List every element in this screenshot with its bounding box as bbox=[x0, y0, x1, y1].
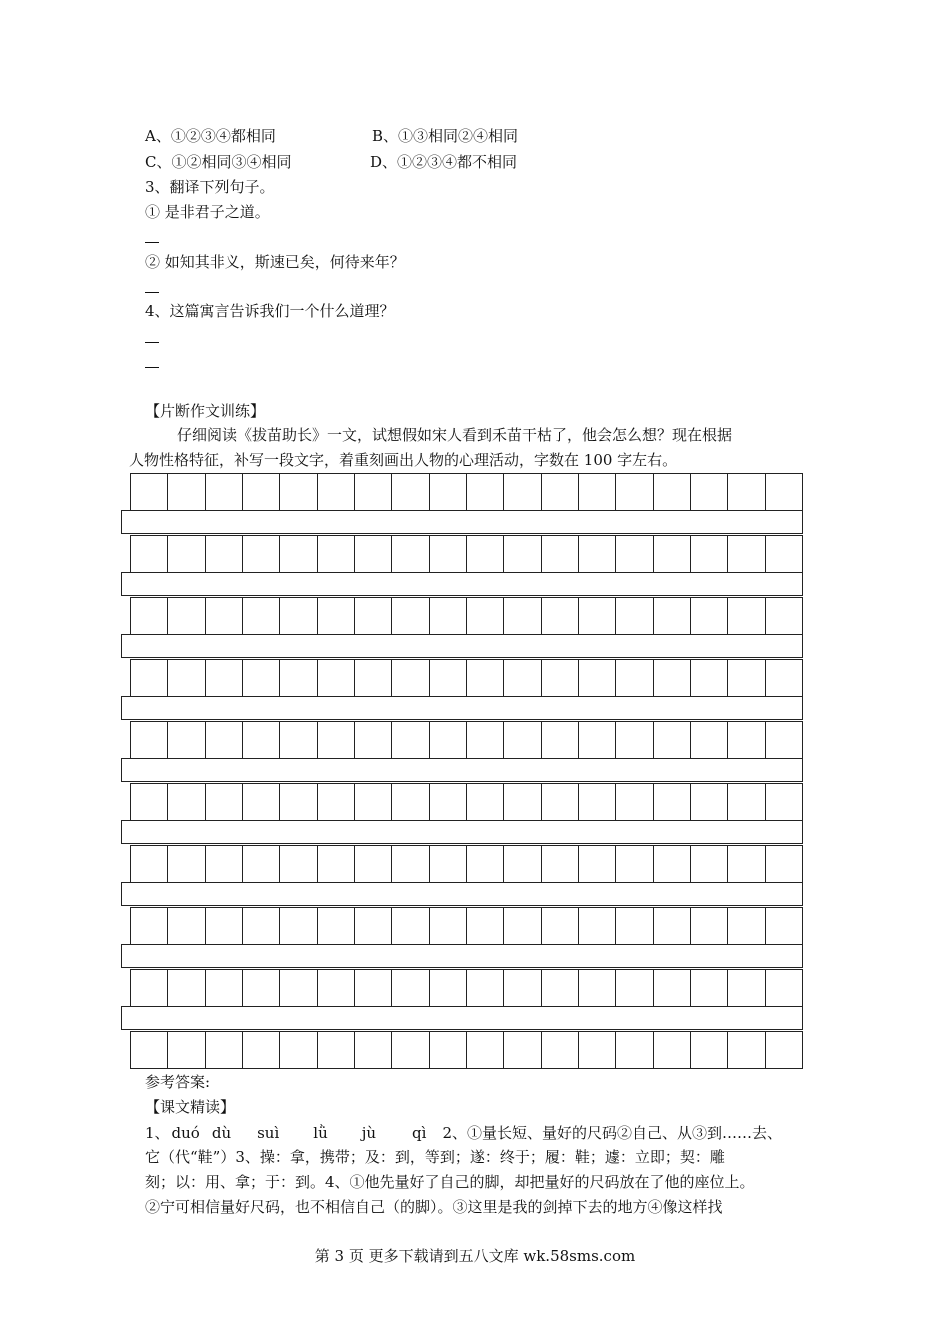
grid-cell[interactable] bbox=[392, 784, 429, 820]
grid-cell[interactable] bbox=[542, 784, 579, 820]
grid-cell[interactable] bbox=[131, 970, 168, 1006]
grid-cell[interactable] bbox=[504, 598, 541, 634]
grid-cell[interactable] bbox=[168, 598, 205, 634]
grid-cell[interactable] bbox=[206, 846, 243, 882]
grid-separator bbox=[121, 758, 803, 782]
grid-cell[interactable] bbox=[168, 846, 205, 882]
grid-cell[interactable] bbox=[467, 660, 504, 696]
grid-cell[interactable] bbox=[131, 660, 168, 696]
grid-cell[interactable] bbox=[392, 1032, 429, 1068]
grid-separator bbox=[121, 510, 803, 534]
grid-cell[interactable] bbox=[691, 970, 728, 1006]
option-c: C、①②相同③④相同 bbox=[145, 153, 292, 171]
grid-cell[interactable] bbox=[467, 722, 504, 758]
answer-blank-2 bbox=[145, 292, 159, 293]
grid-separator bbox=[121, 572, 803, 596]
grid-cell[interactable] bbox=[766, 784, 803, 820]
grid-cell[interactable] bbox=[654, 660, 691, 696]
grid-cell[interactable] bbox=[206, 1032, 243, 1068]
grid-cell[interactable] bbox=[766, 474, 803, 510]
grid-cell[interactable] bbox=[206, 598, 243, 634]
grid-cell[interactable] bbox=[392, 598, 429, 634]
pinyin-3: suì bbox=[257, 1124, 280, 1142]
grid-cell[interactable] bbox=[168, 970, 205, 1006]
grid-row bbox=[130, 473, 803, 511]
grid-row bbox=[130, 659, 803, 697]
grid-cell[interactable] bbox=[467, 474, 504, 510]
grid-cell[interactable] bbox=[131, 722, 168, 758]
grid-row bbox=[130, 721, 803, 759]
grid-cell[interactable] bbox=[579, 536, 616, 572]
grid-cell[interactable] bbox=[355, 722, 392, 758]
answer-line-3: 刻；以：用、拿；于：到。4、①他先量好了自己的脚，却把量好的尺码放在了他的座位上。 bbox=[145, 1173, 755, 1191]
grid-cell[interactable] bbox=[467, 598, 504, 634]
grid-cell[interactable] bbox=[467, 970, 504, 1006]
answers-section-heading: 【课文精读】 bbox=[145, 1098, 236, 1116]
grid-cell[interactable] bbox=[131, 846, 168, 882]
grid-cell[interactable] bbox=[728, 722, 765, 758]
answer-blank-4 bbox=[145, 367, 159, 368]
grid-cell[interactable] bbox=[504, 908, 541, 944]
grid-cell[interactable] bbox=[728, 1032, 765, 1068]
grid-cell[interactable] bbox=[430, 536, 467, 572]
answer-blank-3 bbox=[145, 342, 159, 343]
grid-cell[interactable] bbox=[766, 846, 803, 882]
grid-cell[interactable] bbox=[355, 660, 392, 696]
grid-cell[interactable] bbox=[318, 1032, 355, 1068]
grid-cell[interactable] bbox=[728, 474, 765, 510]
grid-row bbox=[130, 1031, 803, 1069]
writing-instruction-line-1: 仔细阅读《拔苗助长》一文，试想假如宋人看到禾苗干枯了，他会怎么想？现在根据 bbox=[177, 426, 733, 444]
grid-cell[interactable] bbox=[654, 846, 691, 882]
grid-cell[interactable] bbox=[616, 784, 653, 820]
grid-cell[interactable] bbox=[430, 908, 467, 944]
grid-cell[interactable] bbox=[766, 908, 803, 944]
grid-separator bbox=[121, 696, 803, 720]
grid-cell[interactable] bbox=[206, 536, 243, 572]
grid-cell[interactable] bbox=[243, 536, 280, 572]
grid-cell[interactable] bbox=[616, 970, 653, 1006]
page-footer: 第 3 页 更多下载请到五八文库 wk.58sms.com bbox=[314, 1247, 636, 1265]
grid-row bbox=[130, 845, 803, 883]
grid-cell[interactable] bbox=[504, 1032, 541, 1068]
grid-cell[interactable] bbox=[168, 536, 205, 572]
grid-cell[interactable] bbox=[392, 536, 429, 572]
grid-cell[interactable] bbox=[430, 970, 467, 1006]
grid-cell[interactable] bbox=[542, 660, 579, 696]
answer-line-1-rest: 2、①量长短、量好的尺码②自己、从③到……去、 bbox=[442, 1124, 782, 1142]
grid-cell[interactable] bbox=[728, 846, 765, 882]
grid-row bbox=[130, 597, 803, 635]
grid-cell[interactable] bbox=[206, 660, 243, 696]
grid-cell[interactable] bbox=[168, 660, 205, 696]
grid-cell[interactable] bbox=[318, 846, 355, 882]
grid-cell[interactable] bbox=[467, 1032, 504, 1068]
grid-cell[interactable] bbox=[691, 722, 728, 758]
grid-cell[interactable] bbox=[579, 1032, 616, 1068]
grid-cell[interactable] bbox=[579, 722, 616, 758]
grid-cell[interactable] bbox=[430, 784, 467, 820]
option-a: A、①②③④都相同 bbox=[145, 127, 276, 145]
writing-heading: 【片断作文训练】 bbox=[145, 402, 266, 420]
grid-cell[interactable] bbox=[728, 784, 765, 820]
grid-separator bbox=[121, 944, 803, 968]
grid-cell[interactable] bbox=[542, 722, 579, 758]
grid-cell[interactable] bbox=[243, 784, 280, 820]
grid-cell[interactable] bbox=[728, 598, 765, 634]
grid-cell[interactable] bbox=[542, 474, 579, 510]
pinyin-5: jù bbox=[361, 1124, 377, 1142]
grid-row bbox=[130, 969, 803, 1007]
grid-cell[interactable] bbox=[280, 660, 317, 696]
grid-cell[interactable] bbox=[467, 908, 504, 944]
grid-cell[interactable] bbox=[318, 722, 355, 758]
grid-cell[interactable] bbox=[131, 598, 168, 634]
grid-separator bbox=[121, 882, 803, 906]
grid-cell[interactable] bbox=[243, 970, 280, 1006]
answer-line-1 bbox=[145, 1122, 782, 1144]
grid-cell[interactable] bbox=[691, 660, 728, 696]
grid-cell[interactable] bbox=[206, 722, 243, 758]
grid-cell[interactable] bbox=[131, 1032, 168, 1068]
grid-cell[interactable] bbox=[766, 722, 803, 758]
grid-cell[interactable] bbox=[728, 660, 765, 696]
grid-cell[interactable] bbox=[504, 660, 541, 696]
grid-cell[interactable] bbox=[579, 784, 616, 820]
option-b: B、①③相同②④相同 bbox=[372, 127, 519, 145]
grid-cell[interactable] bbox=[766, 536, 803, 572]
pinyin-1: duó bbox=[171, 1124, 200, 1142]
grid-cell[interactable] bbox=[616, 722, 653, 758]
grid-cell[interactable] bbox=[728, 536, 765, 572]
grid-separator bbox=[121, 820, 803, 844]
grid-cell[interactable] bbox=[355, 536, 392, 572]
grid-cell[interactable] bbox=[280, 536, 317, 572]
grid-cell[interactable] bbox=[579, 846, 616, 882]
grid-cell[interactable] bbox=[243, 908, 280, 944]
grid-cell[interactable] bbox=[168, 474, 205, 510]
grid-cell[interactable] bbox=[504, 722, 541, 758]
grid-cell[interactable] bbox=[243, 1032, 280, 1068]
grid-cell[interactable] bbox=[691, 598, 728, 634]
grid-cell[interactable] bbox=[691, 536, 728, 572]
grid-cell[interactable] bbox=[616, 474, 653, 510]
grid-cell[interactable] bbox=[691, 846, 728, 882]
grid-cell[interactable] bbox=[728, 970, 765, 1006]
grid-cell[interactable] bbox=[579, 908, 616, 944]
grid-cell[interactable] bbox=[392, 846, 429, 882]
grid-cell[interactable] bbox=[430, 598, 467, 634]
grid-cell[interactable] bbox=[542, 598, 579, 634]
grid-cell[interactable] bbox=[579, 474, 616, 510]
pinyin-6: qì bbox=[412, 1124, 427, 1142]
grid-cell[interactable] bbox=[654, 598, 691, 634]
grid-cell[interactable] bbox=[654, 722, 691, 758]
grid-cell[interactable] bbox=[392, 474, 429, 510]
grid-separator bbox=[121, 1006, 803, 1030]
grid-cell[interactable] bbox=[318, 598, 355, 634]
grid-cell[interactable] bbox=[766, 1032, 803, 1068]
grid-cell[interactable] bbox=[392, 660, 429, 696]
grid-cell[interactable] bbox=[691, 474, 728, 510]
grid-cell[interactable] bbox=[280, 474, 317, 510]
grid-cell[interactable] bbox=[504, 474, 541, 510]
grid-separator bbox=[121, 634, 803, 658]
grid-row bbox=[130, 907, 803, 945]
grid-cell[interactable] bbox=[168, 722, 205, 758]
grid-cell[interactable] bbox=[430, 846, 467, 882]
grid-cell[interactable] bbox=[168, 784, 205, 820]
grid-cell[interactable] bbox=[131, 908, 168, 944]
grid-cell[interactable] bbox=[504, 846, 541, 882]
grid-cell[interactable] bbox=[392, 908, 429, 944]
grid-cell[interactable] bbox=[243, 598, 280, 634]
grid-cell[interactable] bbox=[430, 1032, 467, 1068]
grid-cell[interactable] bbox=[392, 722, 429, 758]
grid-cell[interactable] bbox=[131, 784, 168, 820]
grid-cell[interactable] bbox=[318, 474, 355, 510]
answer-number-1: 1、 bbox=[145, 1124, 170, 1142]
grid-cell[interactable] bbox=[542, 908, 579, 944]
grid-cell[interactable] bbox=[542, 1032, 579, 1068]
grid-cell[interactable] bbox=[206, 784, 243, 820]
grid-row bbox=[130, 783, 803, 821]
grid-cell[interactable] bbox=[318, 908, 355, 944]
grid-cell[interactable] bbox=[579, 970, 616, 1006]
grid-cell[interactable] bbox=[766, 598, 803, 634]
grid-cell[interactable] bbox=[504, 784, 541, 820]
grid-cell[interactable] bbox=[616, 1032, 653, 1068]
answer-blank-1 bbox=[145, 242, 159, 243]
grid-cell[interactable] bbox=[280, 784, 317, 820]
grid-cell[interactable] bbox=[131, 536, 168, 572]
grid-cell[interactable] bbox=[168, 908, 205, 944]
answers-heading: 参考答案: bbox=[145, 1073, 211, 1091]
writing-instruction-line-2: 人物性格特征，补写一段文字，着重刻画出人物的心理活动，字数在 100 字左右。 bbox=[129, 451, 678, 469]
grid-cell[interactable] bbox=[616, 660, 653, 696]
grid-cell[interactable] bbox=[243, 660, 280, 696]
grid-cell[interactable] bbox=[280, 722, 317, 758]
grid-cell[interactable] bbox=[318, 784, 355, 820]
grid-cell[interactable] bbox=[728, 908, 765, 944]
grid-cell[interactable] bbox=[766, 970, 803, 1006]
grid-cell[interactable] bbox=[654, 536, 691, 572]
grid-cell[interactable] bbox=[579, 598, 616, 634]
grid-cell[interactable] bbox=[243, 474, 280, 510]
grid-cell[interactable] bbox=[168, 1032, 205, 1068]
grid-cell[interactable] bbox=[616, 536, 653, 572]
grid-cell[interactable] bbox=[355, 908, 392, 944]
grid-cell[interactable] bbox=[691, 908, 728, 944]
grid-cell[interactable] bbox=[392, 970, 429, 1006]
grid-cell[interactable] bbox=[430, 722, 467, 758]
grid-cell[interactable] bbox=[355, 846, 392, 882]
grid-cell[interactable] bbox=[206, 474, 243, 510]
grid-cell[interactable] bbox=[654, 908, 691, 944]
grid-cell[interactable] bbox=[355, 784, 392, 820]
grid-cell[interactable] bbox=[654, 970, 691, 1006]
grid-cell[interactable] bbox=[355, 970, 392, 1006]
pinyin-4: lǜ bbox=[313, 1124, 328, 1142]
grid-cell[interactable] bbox=[616, 846, 653, 882]
grid-cell[interactable] bbox=[579, 660, 616, 696]
grid-cell[interactable] bbox=[691, 1032, 728, 1068]
grid-cell[interactable] bbox=[654, 474, 691, 510]
grid-cell[interactable] bbox=[355, 1032, 392, 1068]
grid-cell[interactable] bbox=[467, 784, 504, 820]
grid-cell[interactable] bbox=[616, 598, 653, 634]
grid-cell[interactable] bbox=[430, 474, 467, 510]
grid-cell[interactable] bbox=[467, 846, 504, 882]
grid-cell[interactable] bbox=[504, 970, 541, 1006]
grid-cell[interactable] bbox=[542, 536, 579, 572]
grid-cell[interactable] bbox=[280, 1032, 317, 1068]
grid-cell[interactable] bbox=[280, 970, 317, 1006]
grid-cell[interactable] bbox=[206, 970, 243, 1006]
grid-cell[interactable] bbox=[654, 1032, 691, 1068]
grid-cell[interactable] bbox=[542, 846, 579, 882]
grid-cell[interactable] bbox=[654, 784, 691, 820]
answer-line-2: 它（代“鞋”）3、操：拿，携带；及：到，等到；遂：终于；履：鞋；遽：立即；契：雕 bbox=[145, 1148, 725, 1166]
grid-cell[interactable] bbox=[131, 474, 168, 510]
question3-prompt: 3、翻译下列句子。 bbox=[145, 178, 275, 196]
grid-cell[interactable] bbox=[243, 722, 280, 758]
pinyin-2: dù bbox=[211, 1124, 232, 1142]
grid-cell[interactable] bbox=[206, 908, 243, 944]
grid-cell[interactable] bbox=[691, 784, 728, 820]
grid-cell[interactable] bbox=[355, 598, 392, 634]
grid-cell[interactable] bbox=[504, 536, 541, 572]
grid-cell[interactable] bbox=[243, 846, 280, 882]
question4-prompt: 4、这篇寓言告诉我们一个什么道理？ bbox=[145, 302, 395, 320]
grid-cell[interactable] bbox=[467, 536, 504, 572]
grid-cell[interactable] bbox=[318, 536, 355, 572]
grid-cell[interactable] bbox=[318, 660, 355, 696]
grid-cell[interactable] bbox=[766, 660, 803, 696]
grid-cell[interactable] bbox=[542, 970, 579, 1006]
grid-cell[interactable] bbox=[280, 846, 317, 882]
question3-sentence-2: ② 如知其非义，斯速已矣，何待来年？ bbox=[145, 253, 405, 271]
grid-cell[interactable] bbox=[280, 908, 317, 944]
grid-cell[interactable] bbox=[430, 660, 467, 696]
question3-sentence-1: ① 是非君子之道。 bbox=[145, 203, 270, 221]
grid-cell[interactable] bbox=[318, 970, 355, 1006]
grid-row bbox=[130, 535, 803, 573]
grid-cell[interactable] bbox=[355, 474, 392, 510]
option-d: D、①②③④都不相同 bbox=[370, 153, 518, 171]
answer-line-4: ②宁可相信量好尺码，也不相信自己（的脚）。③这里是我的剑掉下去的地方④像这样找 bbox=[145, 1198, 723, 1216]
grid-cell[interactable] bbox=[616, 908, 653, 944]
grid-cell[interactable] bbox=[280, 598, 317, 634]
